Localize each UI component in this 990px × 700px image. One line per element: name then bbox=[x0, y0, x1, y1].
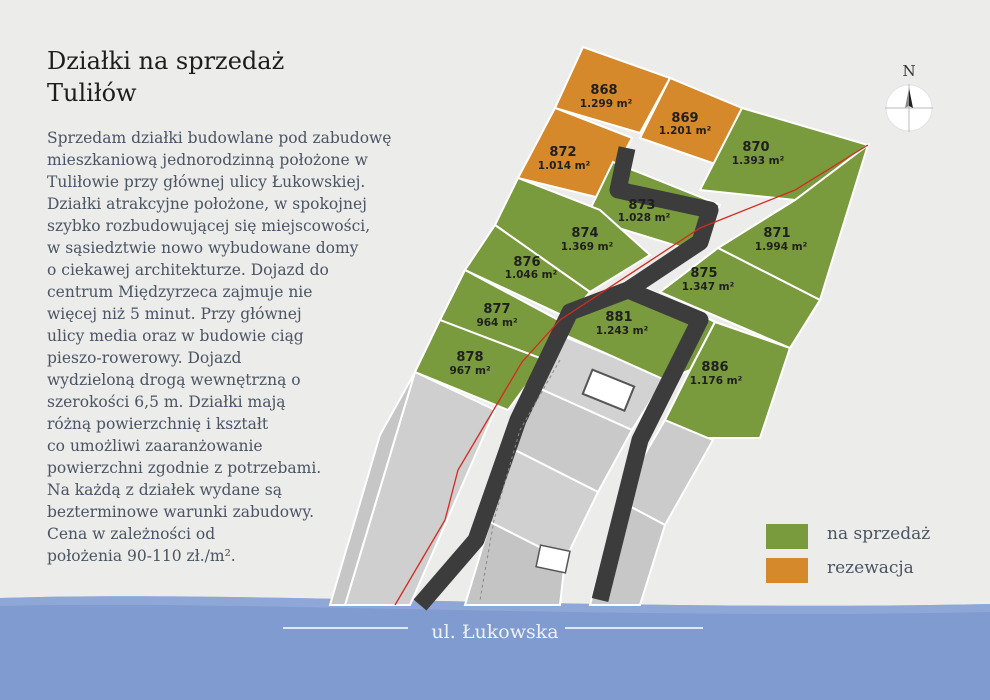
description-line: o ciekawej architekturze. Dojazd do bbox=[47, 261, 329, 279]
description-line: Na każdą z działek wydane są bbox=[47, 481, 282, 499]
description-line: Sprzedam działki budowlane pod zabudowę bbox=[47, 129, 392, 147]
description-line: centrum Międzyrzeca zajmuje nie bbox=[47, 283, 313, 301]
plot-870-area: 1.393 m² bbox=[731, 155, 785, 167]
plot-875-number: 875 bbox=[690, 266, 718, 281]
plot-886-number: 886 bbox=[701, 360, 729, 375]
plot-874-area: 1.369 m² bbox=[560, 241, 614, 253]
description-line: wydzieloną drogą wewnętrzną o bbox=[47, 371, 301, 389]
plot-881-number: 881 bbox=[605, 310, 633, 325]
plot-871-number: 871 bbox=[763, 226, 791, 241]
description-line: Cena w zależności od bbox=[47, 525, 216, 543]
legend bbox=[766, 522, 966, 590]
description-line: więcej niż 5 minut. Przy głównej bbox=[47, 305, 302, 323]
legend-item-for-sale bbox=[766, 522, 966, 556]
plot-877-area: 964 m² bbox=[476, 317, 518, 329]
plot-873-number: 873 bbox=[628, 198, 656, 213]
plot-878-number: 878 bbox=[456, 350, 484, 365]
description-line: powierzchni zgodnie z potrzebami. bbox=[47, 459, 322, 477]
street-label: ul. Łukowska bbox=[431, 621, 559, 643]
compass-rose-icon bbox=[885, 84, 933, 132]
legend-label-reserved: rezewacja bbox=[827, 558, 914, 578]
description-line: w sąsiedztwie nowo wybudowane domy bbox=[47, 239, 359, 257]
plot-868-area: 1.299 m² bbox=[579, 98, 633, 110]
compass bbox=[882, 62, 936, 136]
description-line: Tulіłowie przy głównej ulicy Łukowskiej. bbox=[47, 173, 366, 191]
plot-875-area: 1.347 m² bbox=[681, 281, 735, 293]
title-line-1: Działki na sprzedaż bbox=[47, 47, 285, 75]
plot-871-area: 1.994 m² bbox=[754, 241, 808, 253]
description-line: Działki atrakcyjne położone, w spokojnej bbox=[47, 195, 367, 213]
description-line: położenia 90-110 zł./m². bbox=[47, 547, 236, 565]
plot-878-area: 967 m² bbox=[449, 365, 491, 377]
legend-swatch-for-sale bbox=[766, 524, 808, 549]
plot-876-number: 876 bbox=[513, 255, 541, 270]
legend-label-for-sale: na sprzedaż bbox=[827, 524, 931, 544]
title-line-2: Tulіłów bbox=[47, 79, 137, 107]
plot-869-area: 1.201 m² bbox=[658, 125, 712, 137]
plot-876-area: 1.046 m² bbox=[504, 269, 558, 281]
plot-886-area: 1.176 m² bbox=[689, 375, 743, 387]
legend-swatch-reserved bbox=[766, 558, 808, 583]
description-line: różną powierzchnię i kształt bbox=[47, 415, 269, 433]
plot-870-number: 870 bbox=[742, 140, 770, 155]
plot-872-area: 1.014 m² bbox=[537, 160, 591, 172]
description-line: szybko rozbudowującej się miejscowości, bbox=[47, 217, 371, 235]
plot-873-area: 1.028 m² bbox=[617, 212, 671, 224]
description-line: pieszo-rowerowy. Dojazd bbox=[47, 349, 242, 367]
plot-868-number: 868 bbox=[590, 83, 618, 98]
compass-label: N bbox=[902, 62, 916, 80]
description-line: mieszkaniową jednorodzinną położone w bbox=[47, 151, 368, 169]
plot-881-area: 1.243 m² bbox=[595, 325, 649, 337]
legend-item-reserved bbox=[766, 556, 966, 590]
plot-874-number: 874 bbox=[571, 226, 599, 241]
plot-869-number: 869 bbox=[671, 111, 699, 126]
description-line: ulicy media oraz w budowie ciąg bbox=[47, 327, 304, 345]
description-line: bezterminowe warunki zabudowy. bbox=[47, 503, 315, 521]
plot-877-number: 877 bbox=[483, 302, 511, 317]
description-line: co umożliwi zaaranżowanie bbox=[47, 437, 263, 455]
description-line: szerokości 6,5 m. Działki mają bbox=[47, 393, 286, 411]
plot-872-number: 872 bbox=[549, 145, 577, 160]
